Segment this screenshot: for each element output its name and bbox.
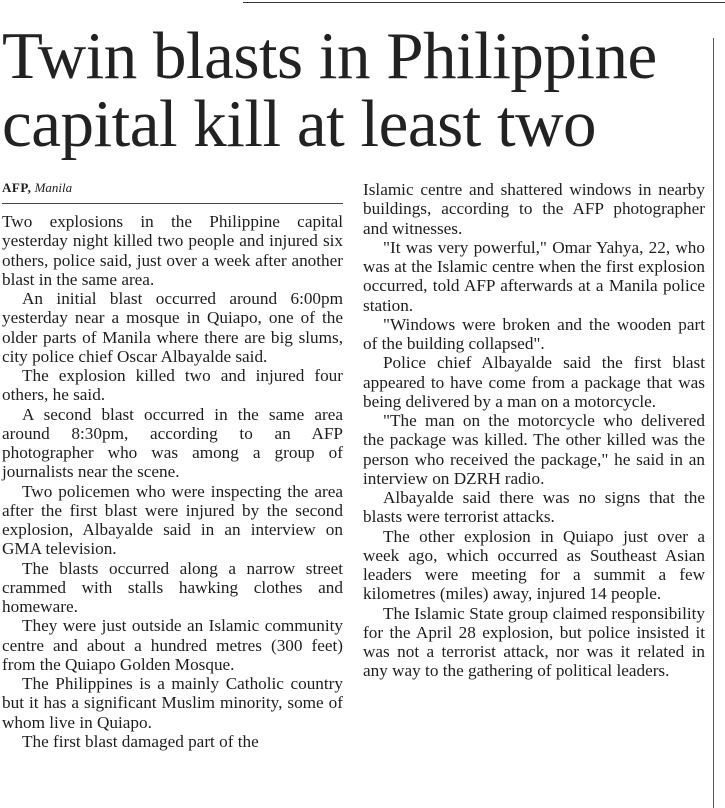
paragraph: The explosion killed two and injured four others, he said.: [2, 366, 343, 405]
byline-agency: AFP,: [2, 180, 32, 195]
article-column-right: [363, 180, 705, 681]
paragraph: Albayalde said there was no signs that the blasts were terrorist attacks.: [363, 488, 705, 527]
right-column-rule: [713, 38, 714, 808]
paragraph: Islamic centre and shattered windows in nearby buildings, according to the AFP photographer and witnesses.: [363, 180, 705, 238]
byline: [2, 180, 343, 196]
byline-rule: [2, 203, 343, 204]
paragraph: "Windows were broken and the wooden part of the building collapsed".: [363, 314, 705, 353]
paragraph: Police chief Albayalde said the first blast appeared to have come from a package that was being delivered by a man on a motorcycle.: [363, 353, 705, 411]
paragraph: "The man on the motorcycle who delivered the package was killed. The other killed was the person who received the package," he said in an interview on DZRH radio.: [363, 411, 705, 488]
paragraph: "It was very powerful," Omar Yahya, 22, who was at the Islamic centre when the first explosion occurred, told AFP afterwards at a Manila police station.: [363, 237, 705, 315]
paragraph: A second blast occurred in the same area around 8:30pm, according to an AFP photographer who was among a group of journalists near the scene.: [2, 404, 343, 482]
headline: Twin blasts in Philippine capital kill at least two: [2, 19, 657, 161]
paragraph: They were just outside an Islamic community centre and about a hundred metres (300 feet) from the Quiapo Golden Mosque.: [2, 616, 343, 674]
paragraph: An initial blast occurred around 6:00pm yesterday near a mosque in Quiapo, one of the older parts of Manila where there are big slums, city police chief Oscar Albayalde said.: [2, 289, 343, 366]
paragraph: The other explosion in Quiapo just over a week ago, which occurred as Southeast Asian leaders were meeting for a summit a few kilometres (miles) away, injured 14 people.: [363, 526, 705, 604]
paragraph: The first blast damaged part of the: [22, 731, 259, 751]
paragraph: The Philippines is a mainly Catholic country but it has a significant Muslim minority, some of whom live in Quiapo.: [2, 674, 343, 732]
article-column-left: [2, 178, 343, 751]
byline-place: Manila: [34, 180, 73, 195]
top-rule: [243, 2, 725, 3]
paragraph: Two policemen who were inspecting the area after the first blast were injured by the second explosion, Albayalde said in an interview on GMA television.: [2, 481, 343, 559]
paragraph: Two explosions in the Philippine capital yesterday night killed two people and injured six others, police said, just over a week after another blast in the same area.: [2, 212, 343, 289]
paragraph: The Islamic State group claimed responsibility for the April 28 explosion, but police insisted it was not a terrorist attack, nor was it related in any way to the gathering of political leaders.: [363, 603, 705, 681]
paragraph: The blasts occurred along a narrow street crammed with stalls hawking clothes and homeware.: [2, 558, 343, 616]
